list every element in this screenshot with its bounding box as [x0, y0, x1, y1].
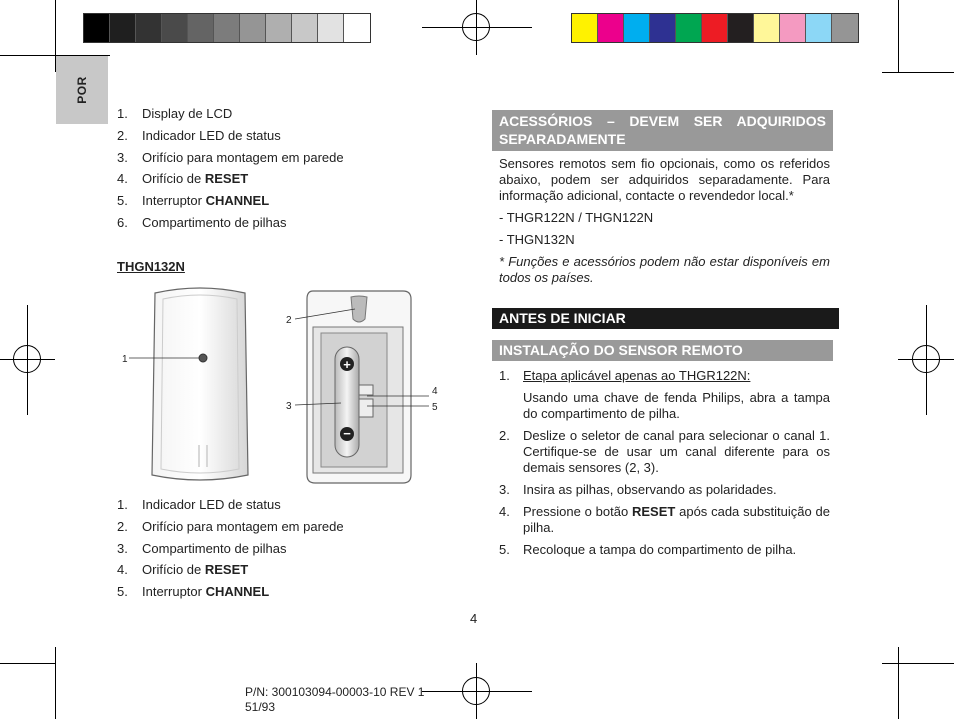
footer-part-number: P/N: 300103094-00003-10 REV 1	[245, 685, 425, 699]
process-color-swatch	[832, 14, 858, 42]
channel-switch-icon	[359, 399, 373, 417]
grayscale-swatch	[214, 14, 240, 42]
install-step-5: 5. Recoloque a tampa do compartimento de pilha.	[499, 542, 797, 557]
grayscale-color-bar	[83, 13, 371, 43]
accessories-paragraph: Sensores remotos sem fio opcionais, como os referidos abaixo, podem ser adquiridos separadamente. Para informação adicional, contacte o revendedor local.*	[499, 156, 830, 203]
list-item-number: 3.	[117, 540, 128, 556]
list-item-text: Display de LCD	[142, 106, 233, 121]
callout-2: 2	[286, 315, 292, 326]
process-color-swatch	[598, 14, 624, 42]
sensor-figure	[115, 285, 445, 490]
language-tab	[56, 56, 108, 124]
accessories-item-2: - THGN132N	[499, 232, 575, 247]
svg-text:+: +	[343, 357, 351, 372]
list-item-number: 2.	[117, 518, 128, 534]
install-step-1-detail: Usando uma chave de fenda Philips, abra a tampa do compartimento de pilha.	[523, 390, 830, 421]
list-item-text: Orifício para montagem em parede	[142, 518, 344, 534]
registration-mark-right	[912, 345, 940, 373]
accessories-heading-text: ACESSÓRIOS – DEVEM SER ADQUIRIDOS SEPARADAMENTE	[499, 113, 826, 147]
list-item-number: 2.	[117, 127, 128, 143]
process-color-swatch	[806, 14, 832, 42]
process-color-swatch	[624, 14, 650, 42]
footer-page-count: 51/93	[245, 700, 276, 714]
process-color-bar	[571, 13, 859, 43]
list-item-number: 5.	[117, 193, 128, 209]
process-color-swatch	[572, 14, 598, 42]
grayscale-swatch	[318, 14, 344, 42]
before-start-heading	[492, 308, 839, 329]
install-step-1: 1. Etapa aplicável apenas ao THGR122N:	[499, 368, 751, 383]
accessories-item-1: - THGR122N / THGN122N	[499, 210, 654, 225]
page-number: 4	[470, 611, 478, 626]
grayscale-swatch	[240, 14, 266, 42]
grayscale-swatch	[292, 14, 318, 42]
process-color-swatch	[754, 14, 780, 42]
callout-3: 3	[286, 401, 292, 412]
list-item-number: 5.	[117, 584, 128, 600]
registration-mark-left	[13, 345, 41, 373]
callout-4: 4	[432, 386, 438, 397]
grayscale-swatch	[84, 14, 110, 42]
list-item-number: 1.	[117, 106, 128, 121]
reset-button-icon	[359, 385, 373, 395]
list-item-number: 4.	[117, 171, 128, 187]
model-heading: THGN132N	[117, 259, 185, 274]
accessories-note: * Funções e acessórios podem não estar disponíveis em todos os países.	[499, 254, 830, 285]
grayscale-swatch	[136, 14, 162, 42]
list-item-text: Indicador LED de status	[142, 127, 281, 143]
list-item-text: Orifício para montagem em parede	[142, 149, 344, 165]
grayscale-swatch	[188, 14, 214, 42]
list-item-text: Interruptor CHANNEL	[142, 193, 270, 209]
install-step-2: 2. Deslize o seletor de canal para selecionar o canal 1. Certifique-se de usar um canal diferente para os demais sensores (2, 3).	[499, 428, 830, 475]
sensor-back-view	[307, 291, 411, 483]
grayscale-swatch	[344, 14, 370, 42]
install-step-3: 3. Insira as pilhas, observando as polaridades.	[499, 482, 777, 497]
process-color-swatch	[728, 14, 754, 42]
accessories-heading	[492, 110, 833, 151]
process-color-swatch	[650, 14, 676, 42]
callout-1: 1	[122, 354, 128, 365]
list-item-number: 4.	[117, 562, 128, 578]
before-start-heading-text: ANTES DE INICIAR	[499, 310, 626, 326]
process-color-swatch	[676, 14, 702, 42]
grayscale-swatch	[266, 14, 292, 42]
list-item-text: Compartimento de pilhas	[142, 540, 287, 556]
list-item-text: Compartimento de pilhas	[142, 214, 287, 230]
registration-mark-bottom	[462, 677, 490, 705]
list-item-text: Interruptor CHANNEL	[142, 584, 270, 600]
list-item-number: 3.	[117, 149, 128, 165]
registration-mark-top	[462, 13, 490, 41]
sensor-front-view	[152, 288, 248, 480]
install-step-4: 4. Pressione o botão RESET após cada substituição de pilha.	[499, 504, 830, 535]
led-indicator-icon	[199, 354, 207, 362]
grayscale-swatch	[162, 14, 188, 42]
install-heading-text: INSTALAÇÃO DO SENSOR REMOTO	[499, 342, 743, 358]
list-item-number: 1.	[117, 497, 128, 512]
callout-5: 5	[432, 402, 438, 413]
language-tab-label: POR	[75, 76, 89, 104]
process-color-swatch	[702, 14, 728, 42]
install-heading	[492, 340, 833, 361]
process-color-swatch	[780, 14, 806, 42]
list-item-number: 6.	[117, 214, 128, 230]
list-item-text: Orifício de RESET	[142, 171, 249, 187]
grayscale-swatch	[110, 14, 136, 42]
list-item-text: Indicador LED de status	[142, 497, 281, 512]
list-item-text: Orifício de RESET	[142, 562, 249, 578]
svg-text:−: −	[343, 426, 351, 441]
